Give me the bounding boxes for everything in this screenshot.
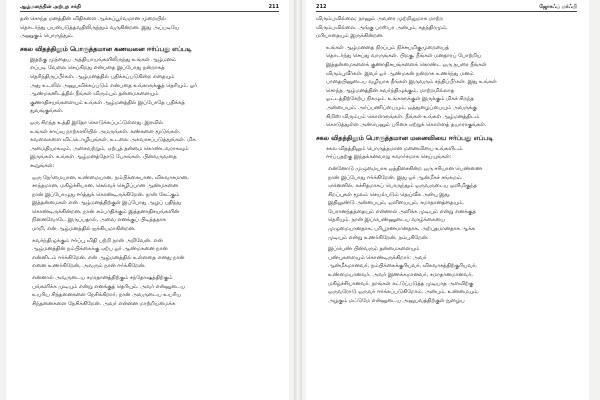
right-paragraph-1: உங்கள் ஆழ்மனதை நிரப்பும் நிச்சயமிகுமுறையைத் தொடர்ந்து செய்து வாருங்கள். பிறகு, நீங்கள் மனதாரப் போற்றிய இத்தன்மைகளைக் குணாதிசயங்களைக் கொண்ட ஒரு நபரை நீங்கள் விரும்புவீர்கள். இவர் ஓர் ஆண்மகன் நன்றாக உணர்ந்து மனம் பாதையினுடைய வழியாக நீங்கள் இருவரும் சந்திப்பீர்கள். இது உங்கள் சொந்த ஆழ்மனத்தின் சுவர்ந்திழுக்கும், மாற்றமில்லாத ஓட்டத்திற்கேற்ப நிகழும். உங்களுக்குள் இருக்கும் மிகச் சிறந்த அன்பையும், அர்ப்பணிப்பையும், ஒத்துழைப்பையும் அவருக்கு கிறிஸ் விரும்பம் கொள்ளுங்கள். நீங்கள் உங்கள் ஆழ்மனத்திடம் கொடுத்துள்ள அன்பெனும் பரிசை ஏற்றுக் கொள்ளத் தயாராகுங்கள். bbox=[326, 44, 497, 129]
right-page bbox=[306, 0, 589, 400]
right-paragraph-2: சகல விதத்திலும் பொருத்தமான மனைவியை உங்களிடம் ஈர்ப்பதற்கு இந்தக்கனவாறு சுவார்சமாக செய்யுங்கள்: bbox=[326, 145, 463, 161]
right-running-title: ஜோசஃப் மர்ஃபி bbox=[539, 4, 577, 10]
left-quote-1: ஒரு நேர்மையான, உண்மையான, நம்பிக்கையான, விசுவாசமான, சாந்தமான, மகிழ்ச்சியான, செல்வச் செழிப்பான ஆண்மகனை நான் இப்போழுது ஈர்த்துக் கொண்டிருக்கிறேன். நான் கேட்கும் இத்தன்மைகள் என் ஆழ்மனத்திற்குள் இப்போது ஆழப் பதிந்து கொண்டிருக்கின்றன. நான் சம்பாதிக்கும் இத்தனாதிசயங்களின் நினைவோடே இருப்பதால், அவை எனக்குப் பிடித்ததாக மாறி, என் ஆழ்மனத்தில் ஐக்கியமாகின்றன. bbox=[32, 174, 189, 233]
right-quote-1: என்னோடு முழுமையாக ஒத்திசைகின்ற ஒரு சரியான பெண்ணை நான் இப்போது ஈர்க்கிறேன். இது ஓர் ஆன்மீகச் சங்கமம். ஏனெனில், கச்சிதமாகப் பொருந்தும் ஒருவருடைய ஒளிமிகுந்த சிறப்புகள் மூலம் செயல்படும் தெய்வீக அன்பு இது. இதிலுண்டு அன்பையும், ஒளியையும், சமாதானத்தையும், பேரானந்தத்தையும் என்னால் அளிக்க முடியும் என்று எனக்குத் தெரியும். நான் இப்பெண்ணுடைய வாழ்க்கையை முழுமையானதாக, பரிபூரணமானதாக, அற்புதமானதாக ஆக்க முடியும் என்று உணர்கிறேன், நம்புகிறேன். bbox=[328, 165, 482, 241]
right-page-number: 212 bbox=[316, 4, 327, 10]
right-section-heading: சகல விதத்திலும் பொருத்தமான மனைவியை ஈர்ப்பது எப்படி bbox=[316, 133, 494, 142]
left-running-head bbox=[20, 4, 279, 12]
right-intro-paragraph: விரும்பவில்லை; நானும் அவரை முற்றிலுமாக மாற்ற விரும்பவில்லை. அங்கு பரஸ்பர அன்பும், சுதந்திரமும், மரியாதையும் இருக்கின்றன. bbox=[316, 16, 448, 40]
book-gutter bbox=[294, 0, 302, 400]
left-quote-3: என்னால் அவருடைய சமரதானத்திற்கும் சந்தோஷத்திற்கும் பங்களிக்க முடியும் என்று எனக்குத் தெரியும். அவர் என்னுடைய உயரிய சிந்தனைகளை நேசிக்கிறார், நான் அவருடைய உயரிய சிந்தனைகளை நேசிக்கிறேன். அவர் என்னை மாற்றியமைக்க bbox=[32, 275, 185, 307]
left-quote-2: சுவர்ந்திழுக்கும் ஈர்ப்பு விதி பற்றி நான் அறிவேன். என் ஆழ்மனத்தின் நம்பிக்கைக்கு ஏற்ப ஓர் ஆண்மகனை நான் என்னிடம் ஈர்க்கிறேன். என் ஆழ்மனத்தில் உள்ளதை எனது நான் எனை உணர்கிறேன், அவரும் நான் ஈர்க்கிறேன். bbox=[32, 237, 185, 270]
left-page-number: 211 bbox=[268, 4, 279, 10]
left-paragraph-1: இதற்கு முந்தைய அத்தியாயங்களிலிருந்து உங்கள் ஆழ்மனம் எப்படி வேலை செய்கிறது என்பதை இப்போது நன்றாகத் தெரிந்திருப்பீர்கள். ஆழ்மனத்தில் பதிக்கப்படுகின்ற எதையும் அது உடலில் அனுபவிக்கப்படும் என்பதை உங்களுக்குத் தெரியும். ஓர் ஆண்மகனிடத்தில் நீங்கள் விரும்பும் தன்மைகளையும் குணாதிசயங்களையும் உங்கள் ஆழ்மனத்தில் இப்போதே பதிக்கத் துவங்குங்கள். bbox=[30, 56, 197, 115]
right-running-head bbox=[316, 4, 577, 12]
left-intro-paragraph: தன் சொந்த மனத்தின் விதிகளை ஆக்கப்பூர்வமான முறையில் தொடர்ந்து பயன்படுத்தவதிலிருந்தும் வருகின்றன. இது அப்படியே அணுகும் பொருந்தும். bbox=[20, 16, 180, 40]
left-running-title: ஆழ்மனத்தின் அற்புத சக்தி bbox=[20, 4, 81, 10]
right-quote-2: இப்பெண் பின்வரும் தன்மைகளையும் பண்புகளையும் கொண்டிருக்கிறார்: அவர் ஆன்மீகமானவர், நம்பிக்கைக்குரியவர், விசுவாசத்திற்குரியவர், உண்மையானவர். அவர் இணக்கமானவர், சமாதானமானவர், மகிழ்ச்சியானவர். நாங்கள் கட்டுப்படுத்த முடியாத அளவிற்கு ஒருவரோடு ஒருவர் ஈர்க்கப்படுகிறோம். அன்பும், உண்மையும், அழகும் மட்டுமே என்னுடைய அனுபவத்திற்குள் நுழைய bbox=[328, 246, 479, 304]
left-section-heading: சகல விதத்திலும் பொருத்தமான கணவனை ஈர்ப்பது எப்படி bbox=[20, 44, 192, 53]
left-paragraph-2: ஒரு சிறந்த உத்தி இதோ கொடுக்கப்பட்டுள்ளது. இரவில் உங்கள் சாய்வு நாற்காலியில் அமருங்கள். கண்களை மூடுங்கள். கவலைகளை விட்டொழியுங்கள். உடலை அசுவாசப்படுத்துங்கள். மிக அமைதியாகவும், அசைவற்றும், ஏற்புத் தன்மை கொண்டவராகவும் இருங்கள். உங்கள் ஆழ்மனத்தோடு பேசுங்கள். பின்வருவதை கூறுங்கள்: bbox=[30, 119, 196, 169]
left-page bbox=[6, 0, 289, 400]
